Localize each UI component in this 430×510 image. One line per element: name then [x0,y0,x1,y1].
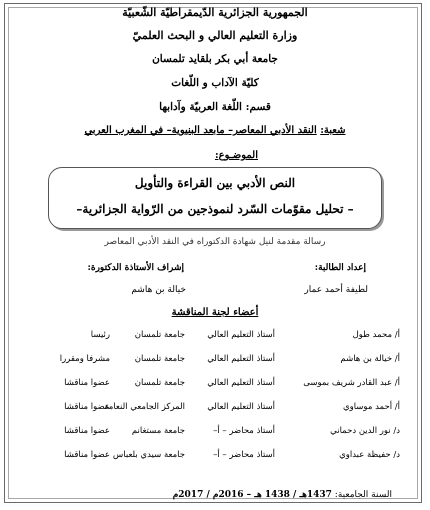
committee-row [0,426,430,444]
student-label: إعداد الطالبة: [314,263,366,273]
academic-year-value: 1437هـ / 1438 هـ – 2016م / 2017م [172,490,332,500]
member-name: أ/ خيالة بن هاشم [340,354,400,364]
member-university: جامعة تلمسان [134,378,185,388]
ministry-title: وزارة التعليم العالي و البحث العلميّ [132,29,298,42]
republic-title: الجمهورية الجزائرية الدّيمقراطيّة الشّعبيّة [122,6,308,19]
member-name: أ/ محمد طول [352,330,400,340]
student-name: لطيفة أحمد عمار [304,285,368,295]
member-rank: أستاذ التعليم العالي [207,330,275,340]
member-role: عضوا مناقشا [64,450,110,460]
department-title: قسم: اللّغة العربيّة وآدابها [159,101,271,113]
committee-row [0,450,430,468]
member-name: أ/ أحمد موساوي [342,402,400,412]
member-rank: أستاذ التعليم العالي [207,378,275,388]
member-role: عضوا مناقشا [64,402,110,412]
committee-row [0,354,430,372]
committee-row [0,330,430,348]
member-rank: أستاذ التعليم العالي [207,354,275,364]
faculty-title: كليّة الآداب و اللّغات [171,77,259,89]
committee-title [20,307,410,318]
specialty-line [20,125,410,136]
university-title: جامعة أبي بكر بلقايد تلمسان [152,53,278,65]
member-university: جامعة تلمسان [134,354,185,364]
supervisor-name: خيالة بن هاشم [131,285,186,295]
member-rank: أستاذ التعليم العالي [207,402,275,412]
specialty-value: النقد الأدبي المعاصر– مابعد البنيوية– في المغرب العربي [84,125,317,136]
thesis-note: رسالة مقدمة لنيل شهادة الدكتوراه في النقد الأدبي المعاصر [104,237,326,247]
academic-year-label: السنة الجامعية: [334,490,392,500]
member-role: مشرفا ومقررا [59,354,110,364]
member-rank: أستاذ محاضر – أ– [213,450,275,460]
committee-row [0,402,430,420]
committee-row [0,378,430,396]
member-university: جامعة مستغانم [131,426,185,436]
member-name: أ/ عبد القادر شريف بموسى [303,378,400,388]
member-university: جامعة سيدي بلعباس [112,450,185,460]
member-role: رئيسا [90,330,110,340]
member-name: د/ حفيظة عبداوي [339,450,400,460]
specialty-label: شعبة: [320,125,346,136]
member-university: المركز الجامعي النعامة [104,402,185,412]
committee-title-text: أعضاء لجنة المناقشة [171,307,259,318]
member-rank: أستاذ محاضر – أ– [213,426,275,436]
subject-title-line2: – تحليل مقوّمات السّرد لنموذجين من الرّواية الجزائرية– [76,202,354,216]
member-name: د/ نور الدين دحماني [330,426,400,436]
member-role: عضوا مناقشا [64,426,110,436]
supervisor-label: إشراف الأستاذة الدكتورة: [87,263,184,273]
subject-title-line1: النص الأدبي بين القراءة والتأويل [134,176,296,190]
subject-box [48,167,382,229]
academic-year [173,490,392,500]
subject-label: الموضـوع: [214,150,258,161]
member-role: عضوا مناقشا [64,378,110,388]
member-university: جامعة تلمسان [134,330,185,340]
